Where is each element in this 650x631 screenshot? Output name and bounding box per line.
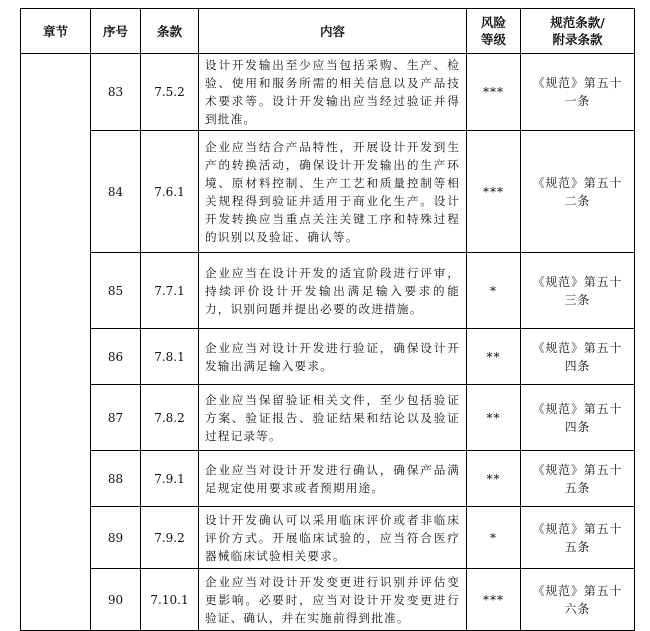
risk-cell: ***	[467, 131, 521, 253]
header-risk-line2: 等级	[480, 32, 506, 47]
reference-cell: 《规范》第五十二条	[521, 131, 635, 253]
header-ref-line1: 规范条款/	[550, 15, 605, 30]
table-row	[21, 329, 635, 385]
risk-cell: ***	[467, 569, 521, 631]
header-risk-line1: 风险	[480, 15, 506, 30]
clause-cell: 7.8.1	[141, 329, 199, 385]
risk-cell: ***	[467, 54, 521, 131]
seq-cell: 84	[91, 131, 141, 253]
regulation-table-container	[20, 8, 634, 631]
header-clause: 条款	[141, 9, 199, 54]
risk-cell: **	[467, 451, 521, 507]
content-cell: 企业应当对设计开发进行验证，确保设计开发输出满足输入要求。	[199, 329, 467, 385]
seq-cell: 87	[91, 385, 141, 451]
regulation-clause-table	[20, 8, 635, 631]
reference-cell: 《规范》第五十三条	[521, 253, 635, 329]
header-chapter: 章节	[21, 9, 91, 54]
table-row	[21, 253, 635, 329]
table-row	[21, 451, 635, 507]
table-row	[21, 54, 635, 131]
header-ref-line2: 附录条款	[552, 32, 603, 47]
seq-cell: 88	[91, 451, 141, 507]
content-cell: 设计开发确认可以采用临床评价或者非临床评价方式。开展临床试验的，应当符合医疗器械临床试验相关要求。	[199, 507, 467, 569]
risk-cell: *	[467, 253, 521, 329]
clause-cell: 7.10.1	[141, 569, 199, 631]
header-content: 内容	[199, 9, 467, 54]
clause-cell: 7.5.2	[141, 54, 199, 131]
content-cell: 设计开发输出至少应当包括采购、生产、检验、使用和服务所需的相关信息以及产品技术要求等。设计开发输出应当经过验证并得到批准。	[199, 54, 467, 131]
risk-cell: *	[467, 507, 521, 569]
content-cell: 企业应当在设计开发的适宜阶段进行评审，持续评价设计开发输出满足输入要求的能力，识别问题并提出必要的改进措施。	[199, 253, 467, 329]
table-row	[21, 385, 635, 451]
clause-cell: 7.6.1	[141, 131, 199, 253]
reference-cell: 《规范》第五十一条	[521, 54, 635, 131]
clause-cell: 7.9.2	[141, 507, 199, 569]
content-cell: 企业应当结合产品特性，开展设计开发到生产的转换活动，确保设计开发输出的生产环境、原材料控制、生产工艺和质量控制等相关规程得到验证并适用于商业化生产。设计开发转换应当重点关注关键工序和特殊过程的识别以及验证、确认等。	[199, 131, 467, 253]
risk-cell: **	[467, 329, 521, 385]
clause-cell: 7.9.1	[141, 451, 199, 507]
clause-cell: 7.7.1	[141, 253, 199, 329]
seq-cell: 89	[91, 507, 141, 569]
table-row	[21, 131, 635, 253]
table-header-row	[21, 9, 635, 54]
risk-cell: **	[467, 385, 521, 451]
header-reference	[521, 9, 635, 54]
seq-cell: 83	[91, 54, 141, 131]
seq-cell: 90	[91, 569, 141, 631]
table-row	[21, 507, 635, 569]
seq-cell: 85	[91, 253, 141, 329]
clause-cell: 7.8.2	[141, 385, 199, 451]
reference-cell: 《规范》第五十四条	[521, 329, 635, 385]
reference-cell: 《规范》第五十六条	[521, 569, 635, 631]
header-risk	[467, 9, 521, 54]
reference-cell: 《规范》第五十四条	[521, 385, 635, 451]
header-seq: 序号	[91, 9, 141, 54]
reference-cell: 《规范》第五十五条	[521, 451, 635, 507]
reference-cell: 《规范》第五十五条	[521, 507, 635, 569]
seq-cell: 86	[91, 329, 141, 385]
chapter-cell	[21, 54, 91, 631]
table-row	[21, 569, 635, 631]
content-cell: 企业应当保留验证相关文件，至少包括验证方案、验证报告、验证结果和结论以及验证过程记录等。	[199, 385, 467, 451]
content-cell: 企业应当对设计开发进行确认，确保产品满足规定使用要求或者预期用途。	[199, 451, 467, 507]
content-cell: 企业应当对设计开发变更进行识别并评估变更影响。必要时，应当对设计开发变更进行验证、确认，并在实施前得到批准。	[199, 569, 467, 631]
